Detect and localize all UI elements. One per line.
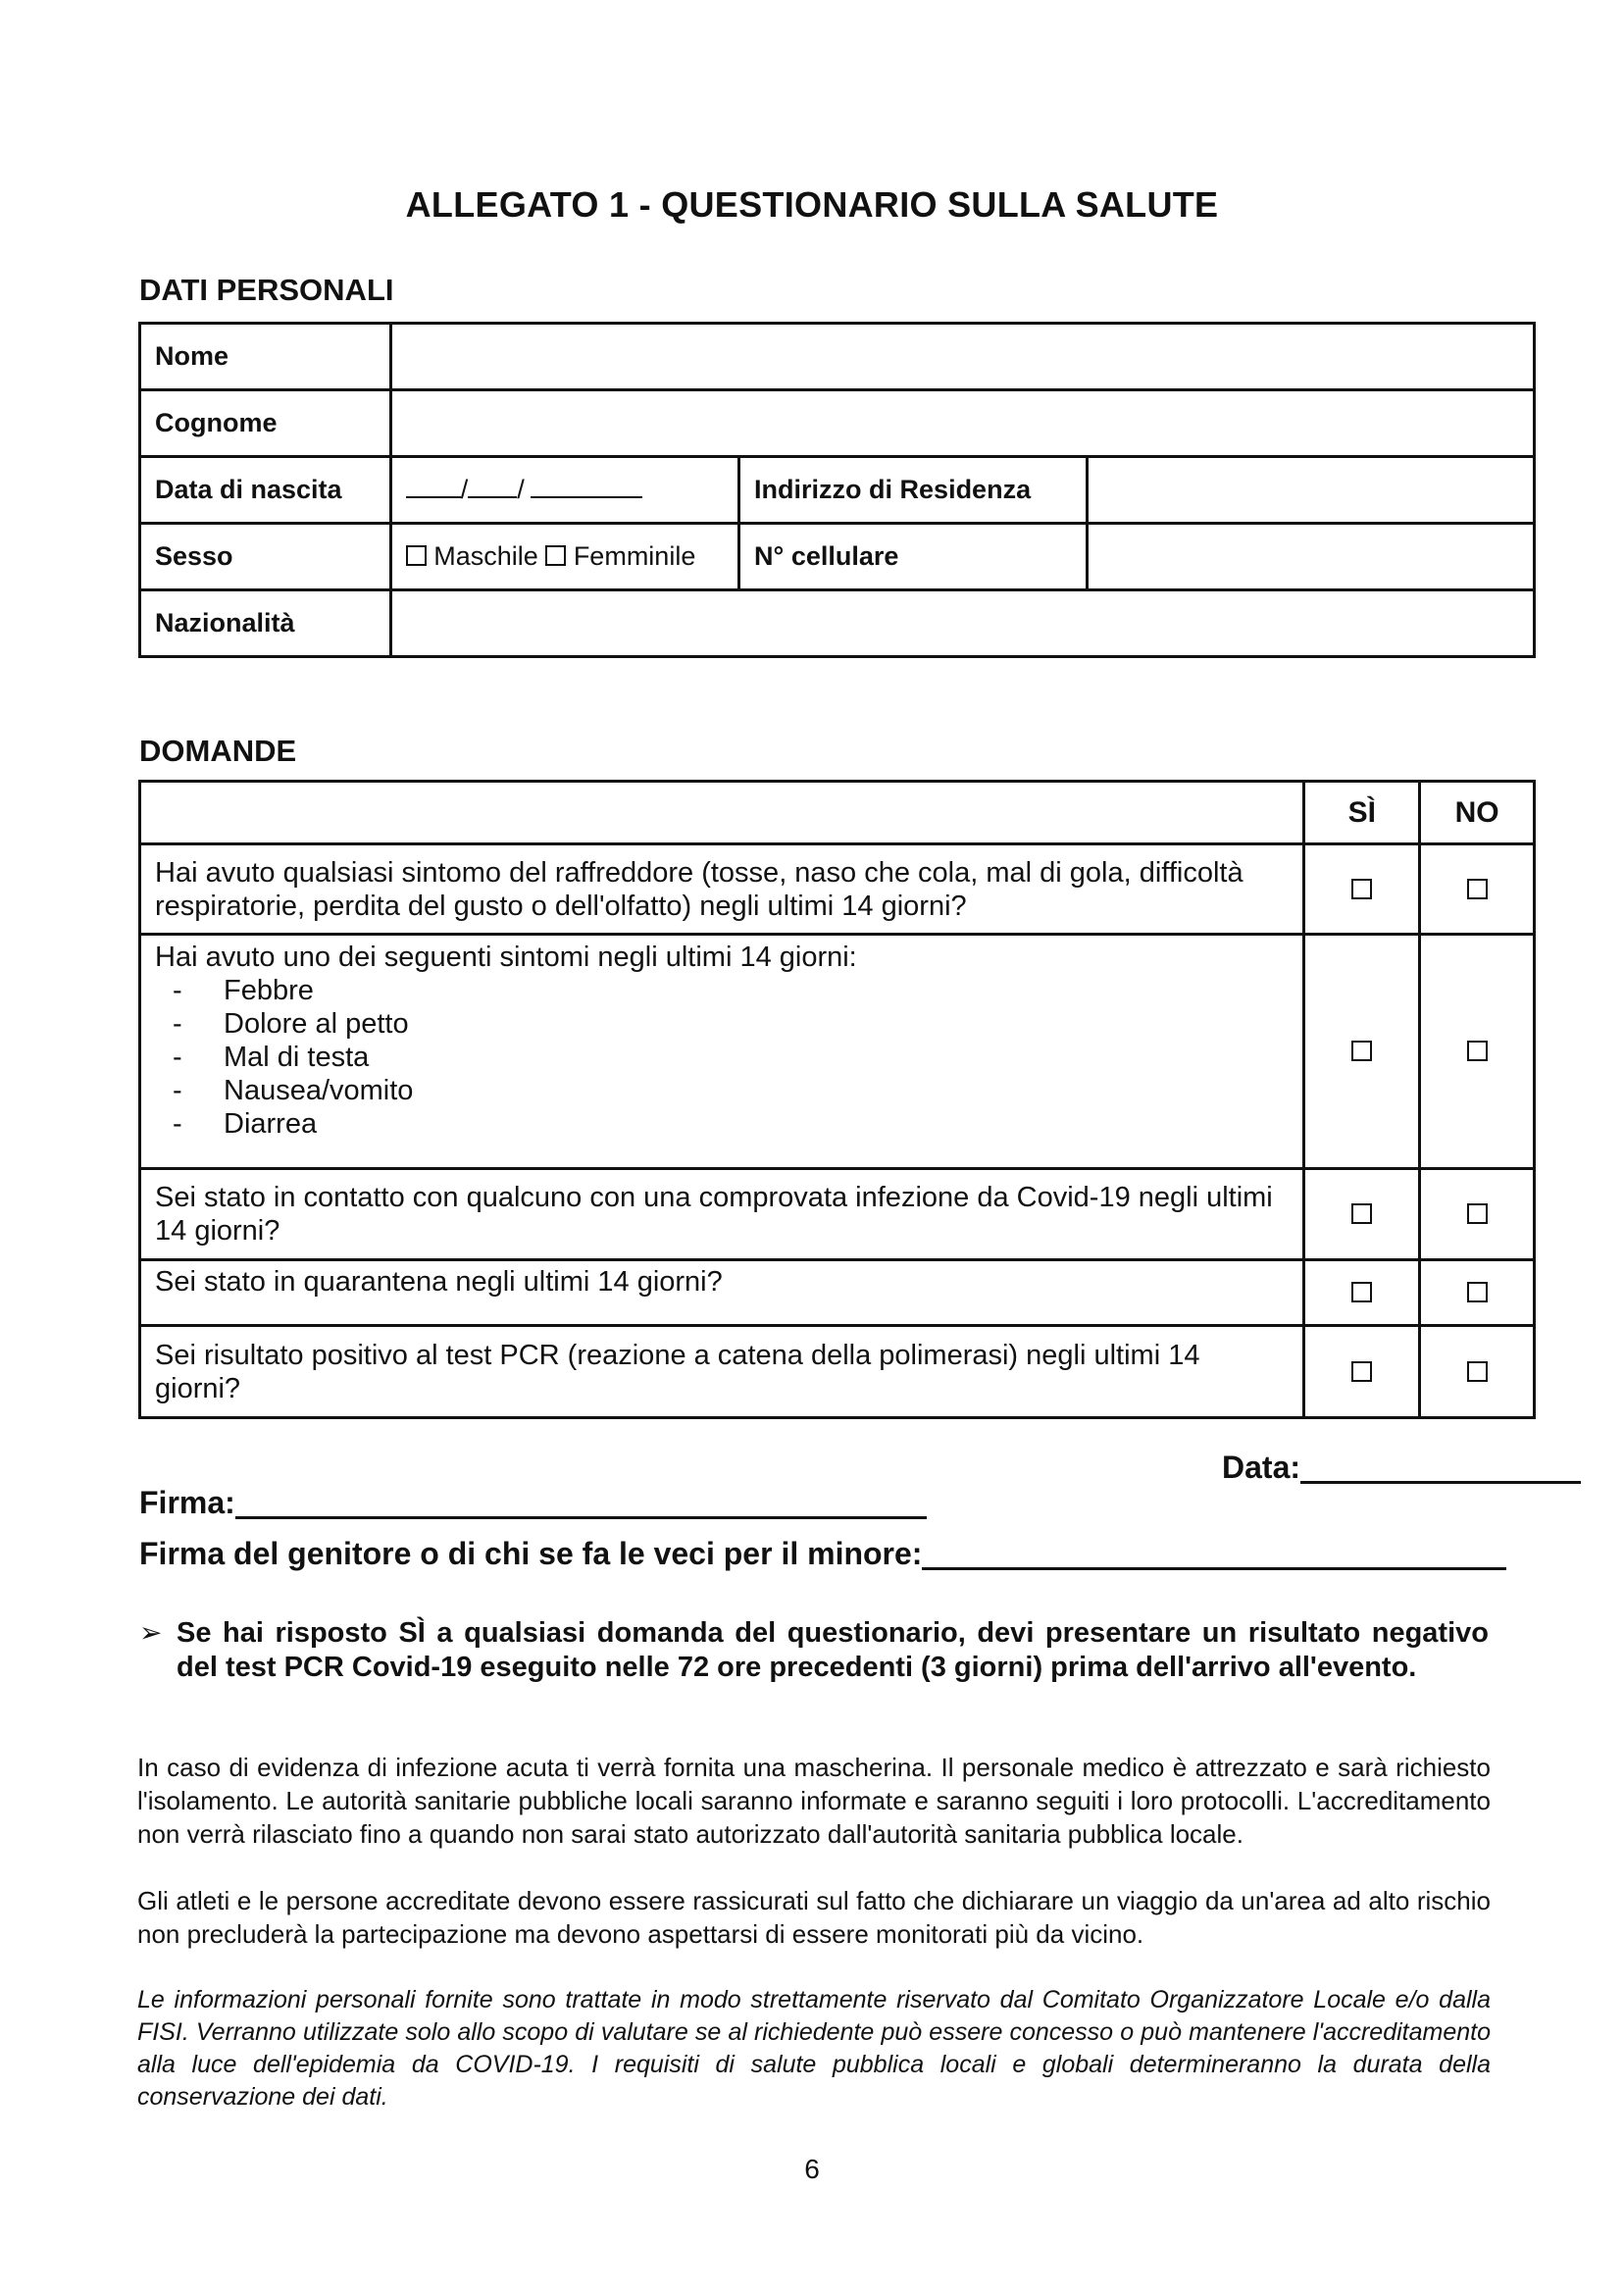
pcr-notice-text: Se hai risposto SÌ a qualsiasi domanda del questionario, devi presentare un risultato negativo del test PCR Covid-19 eseguito nelle 72 ore precedenti (3 giorni) prima dell'arrivo all'evento. bbox=[177, 1617, 1489, 1683]
cellulare-field[interactable] bbox=[1088, 524, 1535, 590]
row-sesso bbox=[140, 524, 1535, 590]
row-nome bbox=[140, 324, 1535, 390]
nome-field[interactable] bbox=[390, 324, 1534, 390]
list-item: - Dolore al petto bbox=[155, 1007, 1289, 1041]
questions-heading: DOMANDE bbox=[139, 734, 297, 768]
row-nazionalita bbox=[140, 590, 1535, 657]
firma-label: Firma: bbox=[139, 1485, 235, 1520]
question-row bbox=[140, 1260, 1535, 1326]
arrow-icon: ➢ bbox=[139, 1617, 163, 1648]
page-number: 6 bbox=[804, 2154, 820, 2184]
cognome-field[interactable] bbox=[390, 390, 1534, 457]
question-row bbox=[140, 1169, 1535, 1260]
question-1-text: Hai avuto qualsiasi sintomo del raffreddore (tosse, naso che cola, mal di gola, difficoltà respiratorie, perdita del gusto o dell'olfatto) negli ultimi 14 giorni? bbox=[140, 844, 1304, 935]
sesso-label: Sesso bbox=[140, 524, 391, 590]
col-yes-header: SÌ bbox=[1304, 782, 1420, 844]
question-row bbox=[140, 1326, 1535, 1418]
info-paragraph-1: In caso di evidenza di infezione acuta ti verrà fornita una mascherina. Il personale medico è attrezzato e sarà richiesto l'isolamento. Le autorità sanitarie pubbliche locali saranno informate e saranno seguiti i loro protocolli. L'accreditamento non verrà rilasciato fino a quando non sarai stato autorizzato dall'autorità sanitaria pubblica locale. bbox=[137, 1753, 1491, 1849]
genitore-label: Firma del genitore o di chi se fa le veci per il minore: bbox=[139, 1536, 923, 1571]
femminile-checkbox[interactable] bbox=[545, 545, 566, 566]
firma-field bbox=[139, 1485, 927, 1521]
q3-yes-checkbox[interactable] bbox=[1351, 1203, 1372, 1224]
data-nascita-field[interactable] bbox=[390, 457, 738, 524]
privacy-paragraph: Le informazioni personali fornite sono trattate in modo strettamente riservato dal Comitato Organizzatore Locale e/o dalla FISI. Verranno utilizzate solo allo scopo di valutare se al richiedente può essere concesso o può mantenere l'accreditamento alla luce dell'epidemia da COVID-19. I requisiti di salute pubblica locali e globali determineranno la durata della conservazione dei dati. bbox=[137, 1986, 1491, 2111]
maschile-checkbox[interactable] bbox=[406, 545, 427, 566]
cognome-label: Cognome bbox=[140, 390, 391, 457]
question-row bbox=[140, 844, 1535, 935]
questions-header-blank bbox=[140, 782, 1304, 844]
col-no-header: NO bbox=[1420, 782, 1535, 844]
list-item: - Mal di testa bbox=[155, 1041, 1289, 1074]
list-item: - Nausea/vomito bbox=[155, 1074, 1289, 1107]
page-title: ALLEGATO 1 - QUESTIONARIO SULLA SALUTE bbox=[405, 184, 1219, 225]
q5-no-checkbox[interactable] bbox=[1467, 1361, 1488, 1382]
cellulare-label: N° cellulare bbox=[739, 524, 1088, 590]
question-4-text: Sei stato in quarantena negli ultimi 14 giorni? bbox=[140, 1260, 1304, 1326]
q5-yes-checkbox[interactable] bbox=[1351, 1361, 1372, 1382]
sesso-options bbox=[390, 524, 738, 590]
list-item: - Febbre bbox=[155, 974, 1289, 1007]
data-nascita-label: Data di nascita bbox=[140, 457, 391, 524]
personal-data-heading: DATI PERSONALI bbox=[139, 273, 394, 307]
maschile-label: Maschile bbox=[433, 541, 538, 571]
indirizzo-label: Indirizzo di Residenza bbox=[739, 457, 1088, 524]
date-separator: / bbox=[460, 475, 469, 504]
date-separator: / bbox=[517, 475, 525, 504]
q4-no-checkbox[interactable] bbox=[1467, 1282, 1488, 1302]
row-cognome bbox=[140, 390, 1535, 457]
question-3-text: Sei stato in contatto con qualcuno con una comprovata infezione da Covid-19 negli ultimi 14 giorni? bbox=[140, 1169, 1304, 1260]
q4-yes-checkbox[interactable] bbox=[1351, 1282, 1372, 1302]
pcr-notice bbox=[139, 1616, 1489, 1685]
symptom-list bbox=[155, 974, 1289, 1141]
questions-table bbox=[138, 780, 1536, 1419]
question-2-cell bbox=[140, 935, 1304, 1169]
firma-line[interactable] bbox=[235, 1516, 927, 1519]
personal-data-table bbox=[138, 322, 1536, 658]
q1-no-checkbox[interactable] bbox=[1467, 879, 1488, 899]
nome-label: Nome bbox=[140, 324, 391, 390]
list-item: - Diarrea bbox=[155, 1107, 1289, 1141]
data-signature-field bbox=[1222, 1450, 1581, 1486]
question-2-text: Hai avuto uno dei seguenti sintomi negli ultimi 14 giorni: bbox=[155, 942, 857, 973]
q1-yes-checkbox[interactable] bbox=[1351, 879, 1372, 899]
nazionalita-label: Nazionalità bbox=[140, 590, 391, 657]
genitore-line[interactable] bbox=[922, 1567, 1506, 1570]
q2-no-checkbox[interactable] bbox=[1467, 1041, 1488, 1061]
data-line[interactable] bbox=[1300, 1481, 1581, 1484]
genitore-firma-field bbox=[139, 1536, 1506, 1572]
femminile-label: Femminile bbox=[573, 541, 696, 571]
nazionalita-field[interactable] bbox=[390, 590, 1534, 657]
row-data-nascita bbox=[140, 457, 1535, 524]
q2-yes-checkbox[interactable] bbox=[1351, 1041, 1372, 1061]
data-label: Data: bbox=[1222, 1450, 1301, 1485]
question-5-text: Sei risultato positivo al test PCR (reazione a catena della polimerasi) negli ultimi 14 giorni? bbox=[140, 1326, 1304, 1418]
q3-no-checkbox[interactable] bbox=[1467, 1203, 1488, 1224]
question-row bbox=[140, 935, 1535, 1169]
indirizzo-field[interactable] bbox=[1088, 457, 1535, 524]
questions-header-row bbox=[140, 782, 1535, 844]
info-paragraph-2: Gli atleti e le persone accreditate devono essere rassicurati sul fatto che dichiarare un viaggio da un'area ad alto rischio non precluderà la partecipazione ma devono aspettarsi di essere monitorati più da vicino. bbox=[137, 1886, 1491, 1949]
